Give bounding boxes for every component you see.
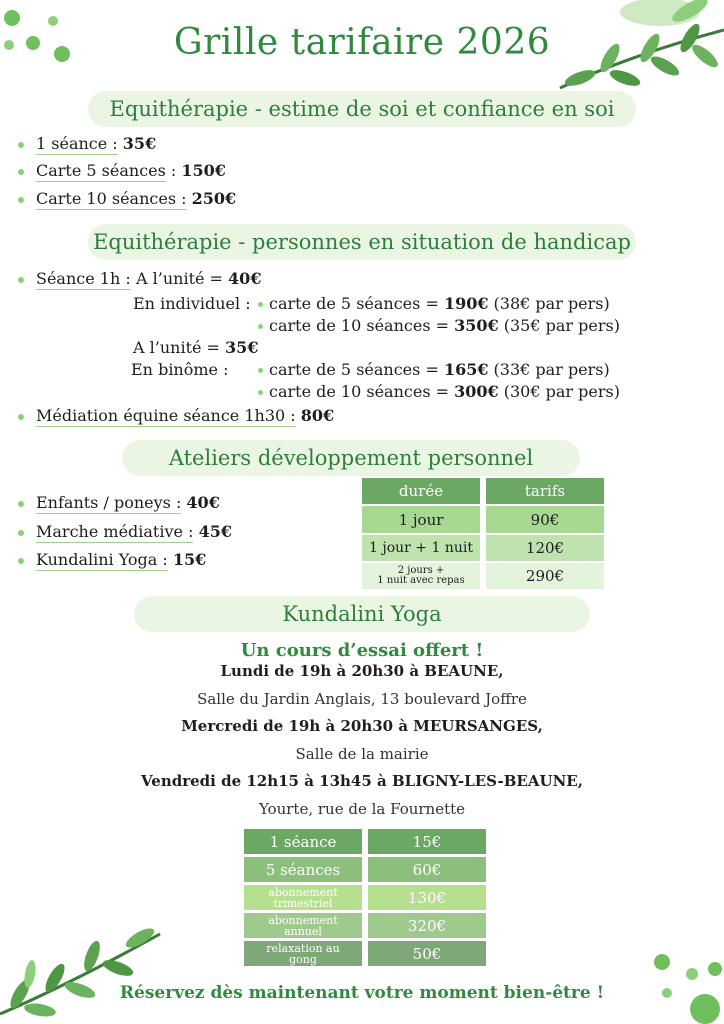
yoga-table-price: 320€ — [368, 913, 486, 938]
table-cell-tarif: 90€ — [486, 506, 604, 533]
unit-price-2 — [133, 338, 258, 357]
unit-price-1 — [136, 269, 261, 288]
individuel-line-2 — [258, 316, 620, 335]
bullet-icon — [18, 501, 24, 507]
footer-cta: Réservez dès maintenant votre moment bien-être ! — [119, 983, 605, 1003]
list-item — [18, 522, 232, 541]
line-suffix: (35€ par pers) — [498, 316, 620, 335]
individuel-label: En individuel : — [133, 294, 251, 313]
bullet-icon — [18, 277, 24, 283]
table-header-tarifs: tarifs — [486, 478, 604, 504]
unit-label: A l’unité = — [136, 269, 229, 288]
list-item — [18, 134, 156, 153]
item-label: 1 séance : — [36, 134, 118, 153]
duree-line: 2 jours + — [397, 565, 445, 576]
item-label: Marche médiative : — [36, 522, 194, 541]
bullet-icon — [18, 530, 24, 536]
list-item — [18, 550, 206, 569]
binome-line-1 — [258, 360, 610, 379]
item-price: 250€ — [191, 189, 237, 208]
schedule-line: Lundi de 19h à 20h30 à BEAUNE, — [220, 662, 504, 680]
page-title: Grille tarifaire 2026 — [173, 22, 551, 63]
table-cell-tarif: 290€ — [486, 563, 604, 589]
line-text: carte de 10 séances = — [269, 316, 455, 335]
list-item — [18, 161, 226, 180]
location-line: Salle du Jardin Anglais, 13 boulevard Joffre — [197, 690, 527, 708]
mediation-label: Médiation équine séance 1h30 : — [36, 406, 296, 425]
label-line: relaxation au — [266, 941, 340, 955]
list-item-mediation — [18, 406, 334, 425]
yoga-table-label — [244, 941, 362, 966]
line-price: 300€ — [454, 382, 499, 401]
list-item — [18, 189, 236, 208]
bullet-icon — [18, 169, 24, 175]
yoga-table-label — [244, 913, 362, 938]
offer-text: Un cours d’essai offert ! — [240, 640, 484, 661]
bullet-icon — [258, 390, 263, 395]
table-cell-duree: 1 jour + 1 nuit — [362, 535, 480, 561]
list-item-seance — [18, 269, 131, 288]
binome-line-2 — [258, 382, 620, 401]
item-price: 40€ — [186, 493, 220, 512]
unit-price: 40€ — [228, 269, 262, 288]
line-text: carte de 10 séances = — [269, 382, 455, 401]
table-cell-duree — [362, 563, 480, 589]
section-heading-estime: Equithérapie - estime de soi et confiance en soi — [88, 91, 636, 127]
bullet-icon — [258, 302, 263, 307]
item-separator: : — [165, 161, 182, 180]
section-heading-handicap: Equithérapie - personnes en situation de handicap — [88, 224, 636, 260]
line-price: 190€ — [443, 294, 489, 313]
schedule-line: Vendredi de 12h15 à 13h45 à BLIGNY-LES-BEAUNE, — [141, 772, 583, 790]
schedule-line: Mercredi de 19h à 20h30 à MEURSANGES, — [181, 717, 543, 735]
individuel-line-1 — [258, 294, 610, 313]
table-cell-tarif: 120€ — [486, 535, 604, 561]
line-suffix: (30€ par pers) — [498, 382, 620, 401]
mediation-price: 80€ — [300, 406, 335, 425]
table-header-duree: durée — [362, 478, 480, 504]
decor-dot — [654, 954, 670, 970]
item-label: Kundalini Yoga : — [36, 550, 168, 569]
bullet-icon — [18, 414, 24, 420]
bullet-icon — [18, 197, 24, 203]
item-label: Enfants / poneys : — [36, 493, 182, 512]
location-line: Yourte, rue de la Fournette — [258, 800, 466, 818]
list-item — [18, 493, 220, 512]
unit-label: A l’unité = — [133, 338, 226, 357]
duree-line: 1 nuit avec repas — [377, 575, 465, 586]
yoga-table-price: 60€ — [368, 857, 486, 882]
yoga-table-price: 15€ — [368, 829, 486, 854]
yoga-table-price: 130€ — [368, 885, 486, 910]
yoga-table-label: 5 séances — [244, 857, 362, 882]
item-price: 15€ — [172, 550, 207, 569]
yoga-table-price: 50€ — [368, 941, 486, 966]
label-line: trimestriel — [273, 896, 333, 910]
item-label: Carte 5 séances — [36, 161, 166, 180]
bullet-icon — [258, 368, 263, 373]
line-suffix: (38€ par pers) — [488, 294, 610, 313]
yoga-table-label: 1 séance — [244, 829, 362, 854]
location-line: Salle de la mairie — [295, 745, 429, 763]
line-suffix: (33€ par pers) — [488, 360, 610, 379]
decor-dot — [686, 968, 698, 980]
binome-label: En binôme : — [131, 360, 229, 379]
decor-dot — [708, 962, 722, 976]
bullet-icon — [18, 142, 24, 148]
table-cell-duree: 1 jour — [362, 506, 480, 533]
bullet-icon — [258, 324, 263, 329]
yoga-table-label — [244, 885, 362, 910]
line-price: 165€ — [443, 360, 489, 379]
section-heading-kundalini: Kundalini Yoga — [134, 596, 590, 632]
item-price: 35€ — [122, 134, 157, 153]
unit-price: 35€ — [225, 338, 259, 357]
label-line: annuel — [284, 924, 322, 938]
section-heading-ateliers: Ateliers développement personnel — [122, 440, 580, 476]
line-price: 350€ — [454, 316, 499, 335]
line-text: carte de 5 séances = — [269, 360, 444, 379]
seance-label: Séance 1h : — [36, 269, 131, 288]
item-label: Carte 10 séances : — [36, 189, 187, 208]
label-line: abonnement — [268, 885, 338, 899]
label-line: abonnement — [268, 913, 338, 927]
leaf-decoration-bottom-left — [0, 914, 170, 1024]
item-price: 150€ — [181, 161, 226, 180]
label-line: gong — [289, 952, 317, 966]
line-text: carte de 5 séances = — [269, 294, 444, 313]
item-price: 45€ — [198, 522, 232, 541]
bullet-icon — [18, 558, 24, 564]
